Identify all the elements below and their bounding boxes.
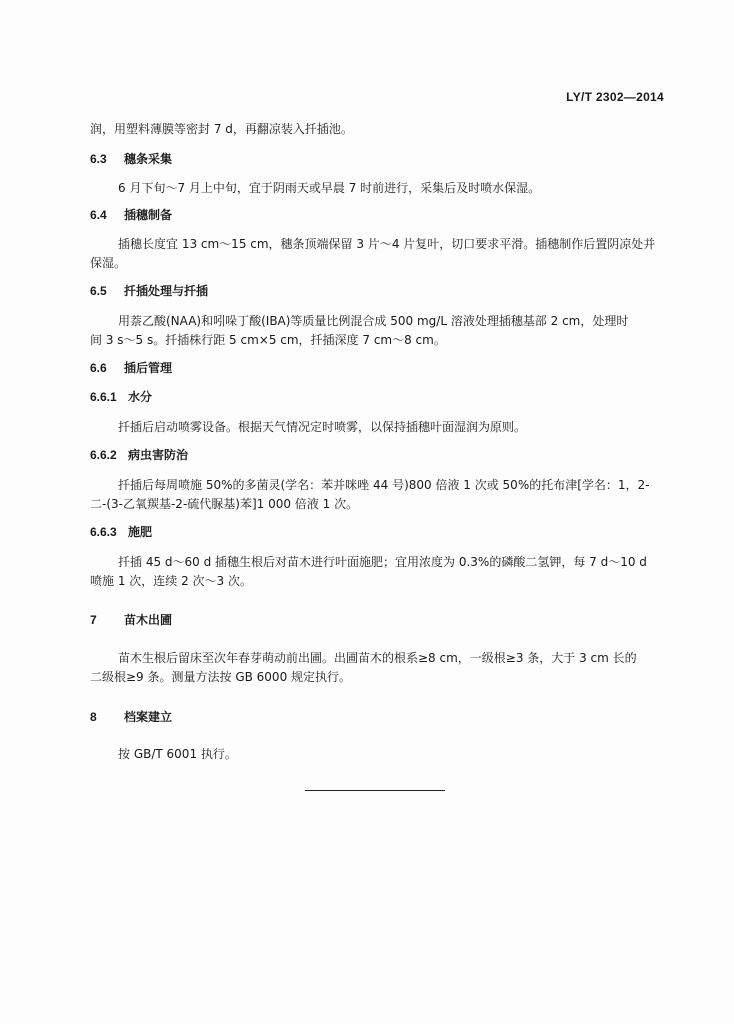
section-heading-6-6-1 xyxy=(90,389,152,405)
section-title: 水分 xyxy=(128,390,153,404)
section-heading-7 xyxy=(90,612,172,628)
section-heading-6-3 xyxy=(90,151,172,167)
section-heading-6-6-3 xyxy=(90,524,152,540)
section-number: 6.5 xyxy=(90,284,107,298)
paragraph-6-6-1: 扦插后启动喷雾设备。根据天气情况定时喷雾，以保持插穗叶面湿润为原则。 xyxy=(118,420,527,434)
paragraph-6-6-2-line2: 二-(3-乙氧羰基-2-硫代脲基)苯]1 000 倍液 1 次。 xyxy=(90,497,359,511)
paragraph-6-4-line1: 插穗长度宜 13 cm～15 cm，穗条顶端保留 3 片～4 片复叶，切口要求平滑。插穗制作后置阴凉处并 xyxy=(118,237,656,251)
section-number: 7 xyxy=(90,613,97,627)
section-number: 6.6 xyxy=(90,361,107,375)
section-number: 6.6.2 xyxy=(90,448,117,462)
section-title: 扦插处理与扦插 xyxy=(124,284,209,298)
continuation-text: 润，用塑料薄膜等密封 7 d，再翻凉装入扦插池。 xyxy=(90,122,353,136)
paragraph-6-6-3-line2: 喷施 1 次，连续 2 次～3 次。 xyxy=(90,574,252,588)
paragraph-7-line1: 苗木生根后留床至次年春芽萌动前出圃。出圃苗木的根系≥8 cm，一级根≥3 条，大于 3 cm 长的 xyxy=(118,651,637,665)
section-title: 施肥 xyxy=(128,525,153,539)
paragraph-6-5-line1: 用萘乙酸(NAA)和吲哚丁酸(IBA)等质量比例混合成 500 mg/L 溶液处理插穗基部 2 cm，处理时 xyxy=(118,314,629,328)
paragraph-6-6-2-line1: 扦插后每周喷施 50%的多菌灵(学名：苯并咪唑 44 号)800 倍液 1 次或 50%的托布津[学名：1，2- xyxy=(118,478,650,492)
paragraph-7-line2: 二级根≥9 条。测量方法按 GB 6000 规定执行。 xyxy=(90,670,352,684)
section-number: 8 xyxy=(90,710,97,724)
section-heading-6-4 xyxy=(90,207,172,223)
end-of-document-rule xyxy=(305,790,445,791)
section-title: 苗木出圃 xyxy=(124,613,173,627)
paragraph-6-6-3-line1: 扦插 45 d～60 d 插穗生根后对苗木进行叶面施肥；宜用浓度为 0.3%的磷酸二氢钾，每 7 d～10 d xyxy=(118,555,647,569)
section-title: 穗条采集 xyxy=(124,152,173,166)
section-heading-6-6 xyxy=(90,360,172,376)
section-heading-6-5 xyxy=(90,283,208,299)
paragraph-6-4-line2: 保湿。 xyxy=(90,256,127,270)
standard-code: LY/T 2302—2014 xyxy=(566,90,664,104)
section-title: 插后管理 xyxy=(124,361,173,375)
section-heading-6-6-2 xyxy=(90,447,188,463)
paragraph-6-5-line2: 间 3 s～5 s。扦插株行距 5 cm×5 cm，扦插深度 7 cm～8 cm。 xyxy=(90,333,446,347)
section-number: 6.6.1 xyxy=(90,390,117,404)
paragraph-8: 按 GB/T 6001 执行。 xyxy=(118,747,237,761)
section-title: 档案建立 xyxy=(124,710,173,724)
section-title: 插穗制备 xyxy=(124,208,173,222)
section-title: 病虫害防治 xyxy=(128,448,189,462)
paragraph-6-3: 6 月下旬～7 月上中旬，宜于阴雨天或早晨 7 时前进行，采集后及时喷水保湿。 xyxy=(118,181,541,195)
section-heading-8 xyxy=(90,709,172,725)
section-number: 6.6.3 xyxy=(90,525,117,539)
section-number: 6.4 xyxy=(90,208,107,222)
section-number: 6.3 xyxy=(90,152,107,166)
